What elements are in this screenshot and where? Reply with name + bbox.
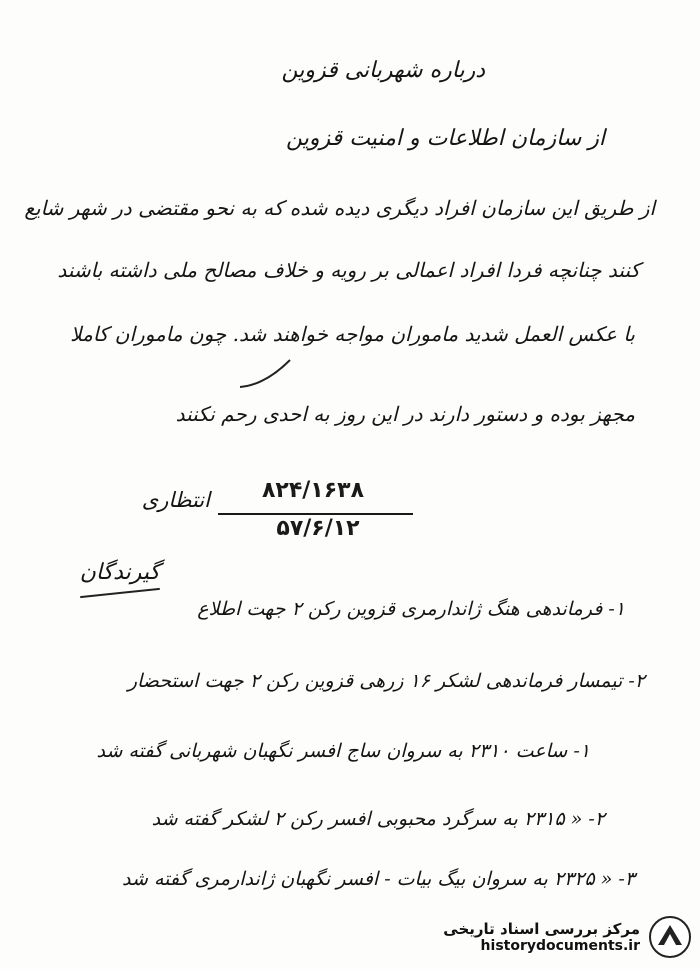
body-line-2: کنند چنانچه فردا افراد اعمالی بر رویه و خلاف مصالح ملی داشته باشند bbox=[57, 258, 640, 282]
reference-number: ۸۲۴/۱۶۳۸ bbox=[261, 478, 365, 503]
body-line-4: مجهز بوده و دستور دارند در این روز به احدی رحم نکنند bbox=[175, 402, 635, 426]
recipient-line-1: ۱- فرماندهی هنگ ژاندارمری قزوین رکن ۲ جهت اطلاع bbox=[197, 598, 625, 620]
body-line-3: با عکس العمل شدید ماموران مواجه خواهند شد. چون ماموران کاملا bbox=[70, 322, 635, 346]
reference-label: انتظاری bbox=[141, 488, 210, 512]
recipients-heading-underline bbox=[80, 588, 160, 598]
note-line-3: ۳- « ۲۳۲۵ به سروان بیگ بیات - افسر نگهبان ژاندارمری گفته شد bbox=[122, 868, 635, 890]
reference-divider bbox=[218, 513, 413, 515]
recipients-heading: گیرندگان bbox=[79, 560, 160, 585]
watermark-url: historydocuments.ir bbox=[480, 938, 640, 954]
note-line-1: ۱- ساعت ۲۳۱۰ به سروان ساج افسر نگهبان شهربانی گفته شد bbox=[96, 740, 590, 762]
document-subject: درباره شهربانی قزوین bbox=[281, 58, 485, 83]
archive-watermark bbox=[443, 915, 692, 959]
document-source: از سازمان اطلاعات و امنیت قزوین bbox=[286, 126, 605, 151]
watermark-title: مرکز بررسی اسناد تاریخی bbox=[443, 920, 640, 938]
recipient-line-2: ۲- تیمسار فرماندهی لشکر ۱۶ زرهی قزوین رکن ۲ جهت استحضار bbox=[127, 670, 645, 692]
note-line-2: ۲- « ۲۳۱۵ به سرگرد محبوبی افسر رکن ۲ لشکر گفته شد bbox=[151, 808, 605, 830]
archive-logo-icon bbox=[648, 915, 692, 959]
body-line-1: از طریق این سازمان افراد دیگری دیده شده که به نحو مقتضی در شهر شایع bbox=[24, 196, 655, 220]
reference-date: ۵۷/۶/۱۲ bbox=[276, 516, 360, 541]
handwritten-stroke-mark bbox=[235, 355, 295, 395]
